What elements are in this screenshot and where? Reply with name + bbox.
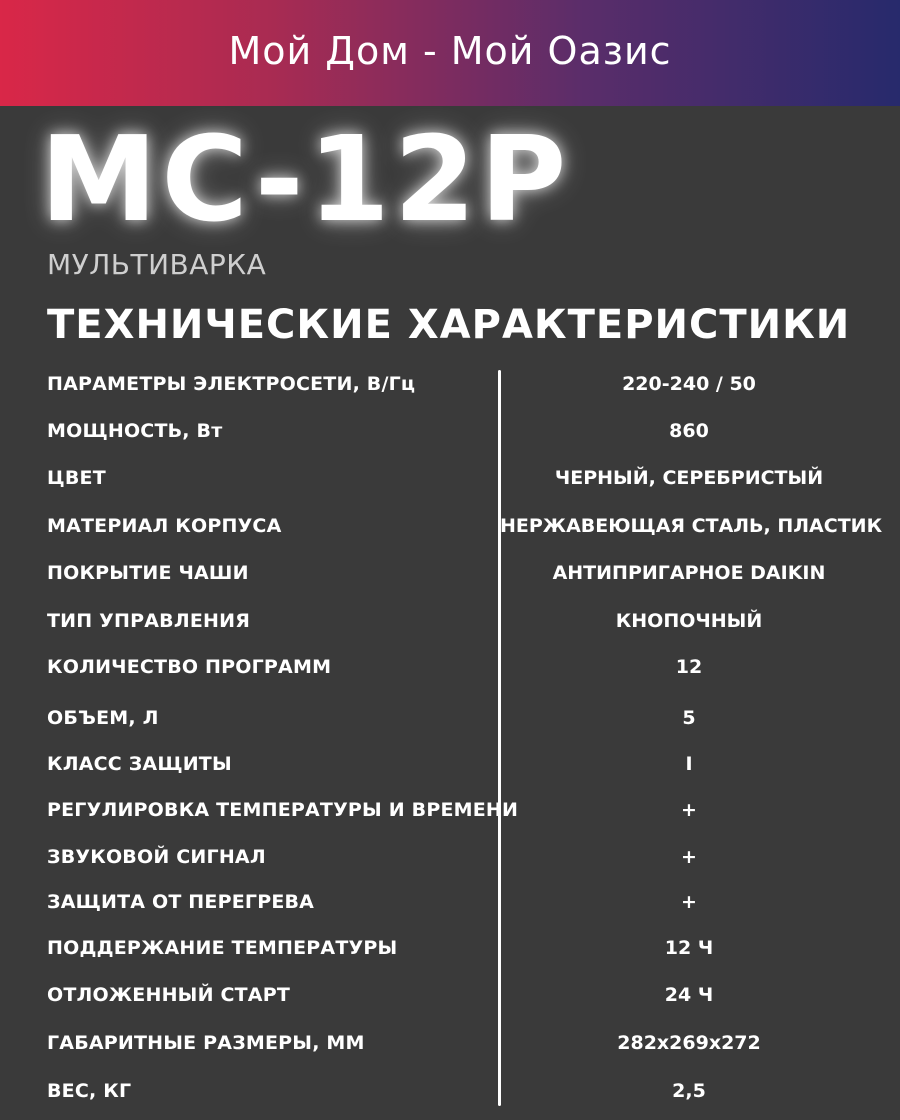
spec-value: 5 [682,707,696,729]
spec-label: ВЕС, КГ [47,1080,132,1102]
spec-value: + [681,891,697,913]
spec-label: ГАБАРИТНЫЕ РАЗМЕРЫ, ММ [47,1032,365,1054]
spec-row [0,740,900,788]
brand-title: Мой Дом - Мой Оазис [228,29,672,73]
spec-row [0,786,900,834]
spec-label: ЦВЕТ [47,467,106,489]
spec-row [0,407,900,455]
spec-row [0,549,900,597]
spec-value: 282x269x272 [617,1032,761,1054]
spec-label: ПАРАМЕТРЫ ЭЛЕКТРОСЕТИ, В/Гц [47,373,416,395]
spec-row [0,502,900,550]
spec-row [0,1067,900,1115]
spec-value: 12 Ч [664,937,714,959]
spec-row [0,360,900,408]
spec-label: КЛАСС ЗАЩИТЫ [47,753,232,775]
spec-label: МОЩНОСТЬ, Вт [47,420,223,442]
spec-row [0,454,900,502]
spec-value: КНОПОЧНЫЙ [615,610,763,632]
spec-label: ЗВУКОВОЙ СИГНАЛ [47,846,266,868]
spec-row [0,1019,900,1067]
spec-value: 2,5 [672,1080,706,1102]
spec-label: МАТЕРИАЛ КОРПУСА [47,515,282,537]
spec-row [0,833,900,881]
spec-value: + [681,846,697,868]
spec-row [0,597,900,645]
spec-value: 860 [669,420,709,442]
model-name: MC-12P [40,110,571,248]
spec-value: I [685,753,693,775]
spec-label: КОЛИЧЕСТВО ПРОГРАММ [47,656,332,678]
top-banner [0,0,900,106]
spec-row [0,694,900,742]
spec-label: ОТЛОЖЕННЫЙ СТАРТ [47,984,290,1006]
spec-row [0,643,900,691]
spec-value: 220-240 / 50 [622,373,756,395]
spec-label: ТИП УПРАВЛЕНИЯ [47,610,251,632]
spec-value: АНТИПРИГАРНОЕ DAIKIN [552,562,826,584]
spec-row [0,924,900,972]
spec-row [0,878,900,926]
spec-label: ПОДДЕРЖАНИЕ ТЕМПЕРАТУРЫ [47,937,398,959]
spec-label: ЗАЩИТА ОТ ПЕРЕГРЕВА [47,891,315,913]
spec-row [0,971,900,1019]
spec-value: ЧЕРНЫЙ, СЕРЕБРИСТЫЙ [554,467,824,489]
spec-value: НЕРЖАВЕЮЩАЯ СТАЛЬ, ПЛАСТИК [500,515,883,537]
spec-value: + [681,799,697,821]
section-title: ТЕХНИЧЕСКИЕ ХАРАКТЕРИСТИКИ [47,302,851,348]
spec-label: РЕГУЛИРОВКА ТЕМПЕРАТУРЫ И ВРЕМЕНИ [47,799,519,821]
spec-value: 12 [675,656,703,678]
spec-label: ПОКРЫТИЕ ЧАШИ [47,562,249,584]
spec-label: ОБЪЕМ, Л [47,707,159,729]
spec-value: 24 Ч [664,984,714,1006]
product-type: МУЛЬТИВАРКА [47,248,267,281]
